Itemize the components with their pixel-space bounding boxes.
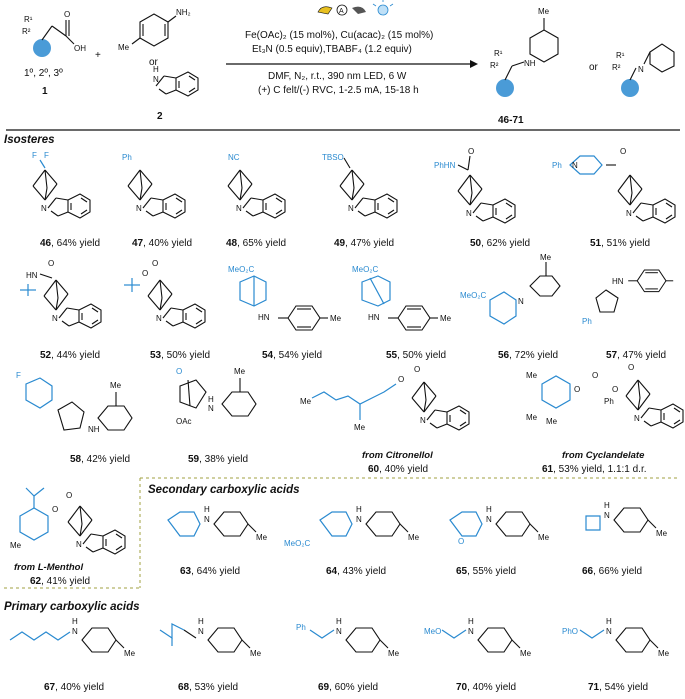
- h-label-68: H: [198, 617, 204, 626]
- me-label-56: Me: [540, 253, 552, 262]
- n-label-66: N: [604, 511, 610, 520]
- me-label-61b: Me: [526, 413, 538, 422]
- compound-47-n: N: [136, 204, 142, 213]
- or-label-2: or: [589, 62, 598, 73]
- ph-label-47: Ph: [122, 153, 132, 162]
- hn-label-57: HN: [612, 277, 624, 286]
- section-isosteres: Isosteres: [4, 134, 55, 146]
- r2-label: R²: [22, 27, 31, 36]
- meo2c-label-55: MeO₂C: [352, 265, 379, 274]
- product-r1-label: R¹: [494, 49, 503, 58]
- caption-60: 60, 40% yield: [368, 464, 429, 475]
- n-label-64: N: [356, 515, 362, 524]
- condition-line-4: (+) C felt/(-) RVC, 1-2.5 mA, 15-18 h: [258, 85, 419, 96]
- ph-label-57: Ph: [582, 317, 592, 326]
- h-label-69: H: [336, 617, 342, 626]
- reaction-arrow: [226, 60, 478, 68]
- h-label-67: H: [72, 617, 78, 626]
- compound-49-n: N: [348, 204, 354, 213]
- me-label-71: Me: [658, 649, 670, 658]
- caption-62: 62, 41% yield: [30, 576, 91, 587]
- compound-50-structure: [434, 147, 515, 223]
- light-bulb-icon: [373, 0, 393, 15]
- h-label-71: H: [606, 617, 612, 626]
- compound-70-structure: [424, 617, 532, 658]
- compound-46-structure: [32, 151, 90, 218]
- ph-label-51: Ph: [552, 161, 562, 170]
- nh-label-58: NH: [88, 425, 100, 434]
- product2-r1-label: R¹: [616, 51, 625, 60]
- product-me-label: Me: [538, 7, 550, 16]
- me-label-66: Me: [656, 529, 668, 538]
- compound-67-structure: [10, 617, 136, 658]
- n-label-65: N: [486, 515, 492, 524]
- compound-62-structure: [10, 488, 125, 554]
- me-label-60a: Me: [354, 423, 366, 432]
- o-label-50: O: [468, 147, 475, 156]
- product-indoline: [612, 44, 674, 97]
- caption-57: 57, 47% yield: [606, 350, 667, 361]
- compound-60-n: N: [420, 416, 426, 425]
- me-label-65: Me: [538, 533, 550, 542]
- compound-54-structure: [228, 265, 342, 330]
- me-label-61c: Me: [546, 417, 558, 426]
- compound-69-structure: [296, 617, 400, 658]
- reactant1-label: 1: [42, 86, 48, 97]
- caption-46: 46, 64% yield: [40, 238, 101, 249]
- me-label-54: Me: [330, 314, 342, 323]
- caption-64: 64, 43% yield: [326, 566, 387, 577]
- compound-52-n: N: [52, 314, 58, 323]
- compound-58-structure: [16, 371, 132, 434]
- meo2c-label-54: MeO₂C: [228, 265, 255, 274]
- o-label-61b: O: [592, 371, 599, 380]
- me-label-70: Me: [520, 649, 532, 658]
- o-label-60a: O: [398, 375, 405, 384]
- o-label-53b: O: [152, 259, 159, 268]
- r1-label: R¹: [24, 15, 33, 24]
- compound-71-structure: [562, 617, 670, 658]
- me-label-69: Me: [388, 649, 400, 658]
- electrode-icon: [318, 5, 366, 15]
- nh2-label: NH₂: [176, 8, 191, 17]
- caption-58: 58, 42% yield: [70, 454, 131, 465]
- caption-47: 47, 40% yield: [132, 238, 193, 249]
- reactant2-label: 2: [157, 111, 163, 122]
- caption-52: 52, 44% yield: [40, 350, 101, 361]
- tbso-label-49: TBSO: [322, 153, 344, 162]
- h-label-66: H: [604, 501, 610, 510]
- compound-56-structure: [460, 253, 560, 324]
- o-label-62b: O: [66, 491, 73, 500]
- pho-label-71: PhO: [562, 627, 579, 636]
- condition-line-3: DMF, N₂, r.t., 390 nm LED, 6 W: [268, 71, 407, 82]
- n-label-71: N: [606, 627, 612, 636]
- caption-54: 54, 54% yield: [262, 350, 323, 361]
- reactant-toluidine: [118, 8, 191, 68]
- me-label-61a: Me: [526, 371, 538, 380]
- compound-65-structure: [450, 505, 550, 546]
- compound-61-n: N: [634, 414, 640, 423]
- reactant1-note: 1º, 2º, 3º: [24, 68, 63, 79]
- f-label-58: F: [16, 371, 21, 380]
- plus-sign: +: [95, 50, 101, 61]
- compound-49-structure: [322, 153, 397, 218]
- compound-48-n: N: [236, 204, 242, 213]
- n-label-63: N: [204, 515, 210, 524]
- oac-label-59: OAc: [176, 417, 192, 426]
- compound-51-n: N: [626, 209, 632, 218]
- meo-label-70: MeO: [424, 627, 442, 636]
- product-nh-label: NH: [524, 59, 536, 68]
- n-label-70: N: [468, 627, 474, 636]
- n-label-51a: N: [572, 161, 578, 170]
- me-label-68: Me: [250, 649, 262, 658]
- n-label-67: N: [72, 627, 78, 636]
- hn-label-59a: H: [208, 395, 214, 404]
- o-label-53a: O: [142, 269, 149, 278]
- caption-70: 70, 40% yield: [456, 682, 517, 693]
- compound-52-structure: [20, 259, 101, 328]
- caption-69: 69, 60% yield: [318, 682, 379, 693]
- n-label-59: N: [208, 404, 214, 413]
- toluidine-me-label: Me: [118, 43, 130, 52]
- source-60: from Citronellol: [362, 450, 433, 461]
- indoline-n-label: N: [153, 75, 159, 84]
- meo2c-label-64: MeO₂C: [284, 539, 311, 548]
- o-label-51: O: [620, 147, 627, 156]
- compound-60-structure: [300, 365, 469, 432]
- nc-label-48: NC: [228, 153, 240, 162]
- h-label-70: H: [468, 617, 474, 626]
- meo2c-label-56: MeO₂C: [460, 291, 487, 300]
- caption-59: 59, 38% yield: [188, 454, 249, 465]
- caption-50: 50, 62% yield: [470, 238, 531, 249]
- section-primary: Primary carboxylic acids: [4, 601, 140, 613]
- or-label-1: or: [149, 57, 158, 68]
- phhn-label-50: PhHN: [434, 161, 456, 170]
- f-label-2: F: [44, 151, 49, 160]
- compound-63-structure: [168, 505, 268, 542]
- o-label-52: O: [48, 259, 55, 268]
- caption-53: 53, 50% yield: [150, 350, 211, 361]
- nh-label-54: HN: [258, 313, 270, 322]
- condition-line-2: Et₃N (0.5 equiv),TBABF₄ (1.2 equiv): [252, 44, 412, 55]
- o-label-61a: O: [574, 385, 581, 394]
- compound-48-structure: [228, 153, 285, 218]
- product2-r2-label: R²: [612, 63, 621, 72]
- o-label-61c: O: [612, 385, 619, 394]
- product-r2-label: R²: [490, 61, 499, 70]
- caption-68: 68, 53% yield: [178, 682, 239, 693]
- product2-n-label: N: [638, 65, 644, 74]
- products-label: 46-71: [498, 115, 524, 126]
- h-label-64: H: [356, 505, 362, 514]
- section-secondary: Secondary carboxylic acids: [148, 484, 300, 496]
- caption-63: 63, 64% yield: [180, 566, 241, 577]
- o-label-60b: O: [414, 365, 421, 374]
- me-label-60b: Me: [300, 397, 312, 406]
- source-61: from Cyclandelate: [562, 450, 645, 461]
- caption-61: 61, 53% yield, 1.1:1 d.r.: [542, 464, 647, 475]
- product-amine: [490, 7, 558, 97]
- me-label-63: Me: [256, 533, 268, 542]
- me-label-59: Me: [234, 367, 246, 376]
- o-label-59: O: [176, 367, 183, 376]
- h-label-63: H: [204, 505, 210, 514]
- compound-57-structure: [582, 270, 673, 326]
- n-label-69: N: [336, 627, 342, 636]
- oh-label: OH: [74, 44, 86, 53]
- f-label-1: F: [32, 151, 37, 160]
- me-label-58: Me: [110, 381, 122, 390]
- hn-label-52: HN: [26, 271, 38, 280]
- caption-71: 71, 54% yield: [588, 682, 649, 693]
- me-label-62: Me: [10, 541, 22, 550]
- caption-49: 49, 47% yield: [334, 238, 395, 249]
- compound-64-structure: [284, 505, 420, 548]
- caption-55: 55, 50% yield: [386, 350, 447, 361]
- compound-61-structure: [526, 363, 683, 428]
- compound-51-structure: [552, 147, 675, 223]
- compound-50-n: N: [466, 209, 472, 218]
- caption-65: 65, 55% yield: [456, 566, 517, 577]
- compound-66-structure: [586, 501, 668, 538]
- compound-55-structure: [352, 265, 452, 330]
- compound-68-structure: [160, 617, 262, 658]
- h-label-65: H: [486, 505, 492, 514]
- svg-text:A: A: [339, 8, 344, 15]
- o-label-61d: O: [628, 363, 635, 372]
- ph-label-69: Ph: [296, 623, 306, 632]
- me-label-55: Me: [440, 314, 452, 323]
- compound-53-structure: [124, 259, 205, 328]
- nh-label-55: HN: [368, 313, 380, 322]
- o-label-65: O: [458, 537, 465, 546]
- compound-47-structure: [122, 153, 185, 218]
- caption-48: 48, 65% yield: [226, 238, 287, 249]
- indoline-h-label: H: [153, 65, 159, 74]
- me-label-67: Me: [124, 649, 136, 658]
- n-label-56: N: [518, 297, 524, 306]
- reactant-carboxylic-acid: [22, 10, 86, 97]
- me-label-64: Me: [408, 533, 420, 542]
- reactant-indoline: [153, 65, 198, 122]
- caption-66: 66, 66% yield: [582, 566, 643, 577]
- caption-56: 56, 72% yield: [498, 350, 559, 361]
- compound-46-n: N: [41, 204, 47, 213]
- source-62: from L-Menthol: [14, 562, 84, 573]
- compound-62-n: N: [76, 540, 82, 549]
- o-label: O: [64, 10, 71, 19]
- caption-67: 67, 40% yield: [44, 682, 105, 693]
- caption-51: 51, 51% yield: [590, 238, 651, 249]
- compound-59-structure: [176, 367, 256, 426]
- o-label-62a: O: [52, 505, 59, 514]
- ph-label-61: Ph: [604, 397, 614, 406]
- compound-53-n: N: [156, 314, 162, 323]
- condition-line-1: Fe(OAc)₂ (15 mol%), Cu(acac)₂ (15 mol%): [245, 30, 434, 41]
- n-label-68: N: [198, 627, 204, 636]
